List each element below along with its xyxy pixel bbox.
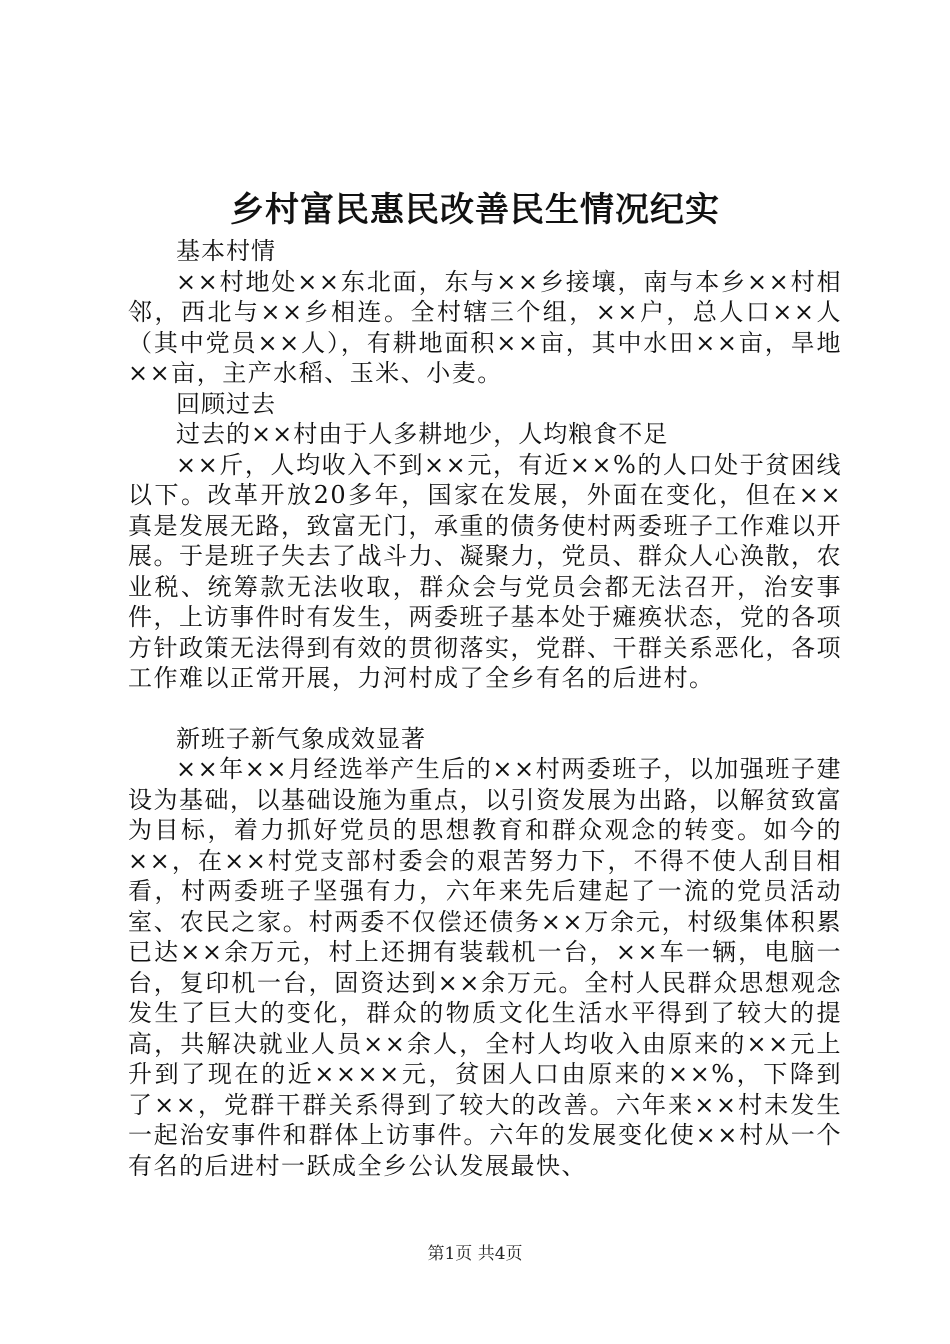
paragraph-past-intro-line: 过去的××村由于人多耕地少，人均粮食不足 bbox=[176, 420, 669, 448]
page-footer: 第1页 共4页 bbox=[427, 1244, 523, 1264]
section-heading-review-past: 回顾过去 bbox=[176, 389, 276, 418]
section-heading-new-team: 新班子新气象成效显著 bbox=[176, 724, 426, 753]
paragraph-review-past: ××斤，人均收入不到××元，有近××%的人口处于贫困线以下。改革开放20多年，国家在发展，外面在变化，但在××真是发展无路，致富无门，承重的债务使村两委班子工作难以开展。于是班子失去了战斗力、凝聚力，党员、群众人心涣散，农业税、统筹款无法收取，群众会与党员会都无法召开，治安事件，上访事件时有发生，两委班子基本处于瘫痪状态，党的各项方针政策无法得到有效的贯彻落实，党群、干群关系恶化，各项工作难以正常开展，力河村成了全乡有名的后进村。 bbox=[128, 450, 842, 692]
document-body bbox=[128, 236, 842, 1181]
paragraph-new-team: ××年××月经选举产生后的××村两委班子，以加强班子建设为基础，以基础设施为重点，以引资发展为出路，以解贫致富为目标，着力抓好党员的思想教育和群众观念的转变。如今的××，在××村党支部村委会的艰苦努力下，不得不使人刮目相看，村两委班子坚强有力，六年来先后建起了一流的党员活动室、农民之家。村两委不仅偿还债务××万余元，村级集体积累已达××余万元，村上还拥有装载机一台，××车一辆，电脑一台，复印机一台，固资达到××余万元。全村人民群众思想观念发生了巨大的变化，群众的物质文化生活水平得到了较大的提高，共解决就业人员××余人，全村人均收入由原来的××元上升到了现在的近××××元，贫困人口由原来的××%，下降到了××，党群干群关系得到了较大的改善。六年来××村未发生一起治安事件和群体上访事件。六年的发展变化使××村从一个有名的后进村一跃成全乡公认发展最快、 bbox=[128, 755, 842, 1180]
document-title: 乡村富民惠民改善民生情况纪实 bbox=[230, 190, 720, 230]
paragraph-basic-info: ××村地处××东北面，东与××乡接壤，南与本乡××村相邻，西北与××乡相连。全村辖三个组，××户，总人口××人（其中党员××人），有耕地面积××亩，其中水田××亩，旱地××亩，主产水稻、玉米、小麦。 bbox=[128, 267, 842, 387]
paragraph-gap bbox=[128, 694, 842, 724]
section-heading-basic-info: 基本村情 bbox=[176, 237, 276, 265]
